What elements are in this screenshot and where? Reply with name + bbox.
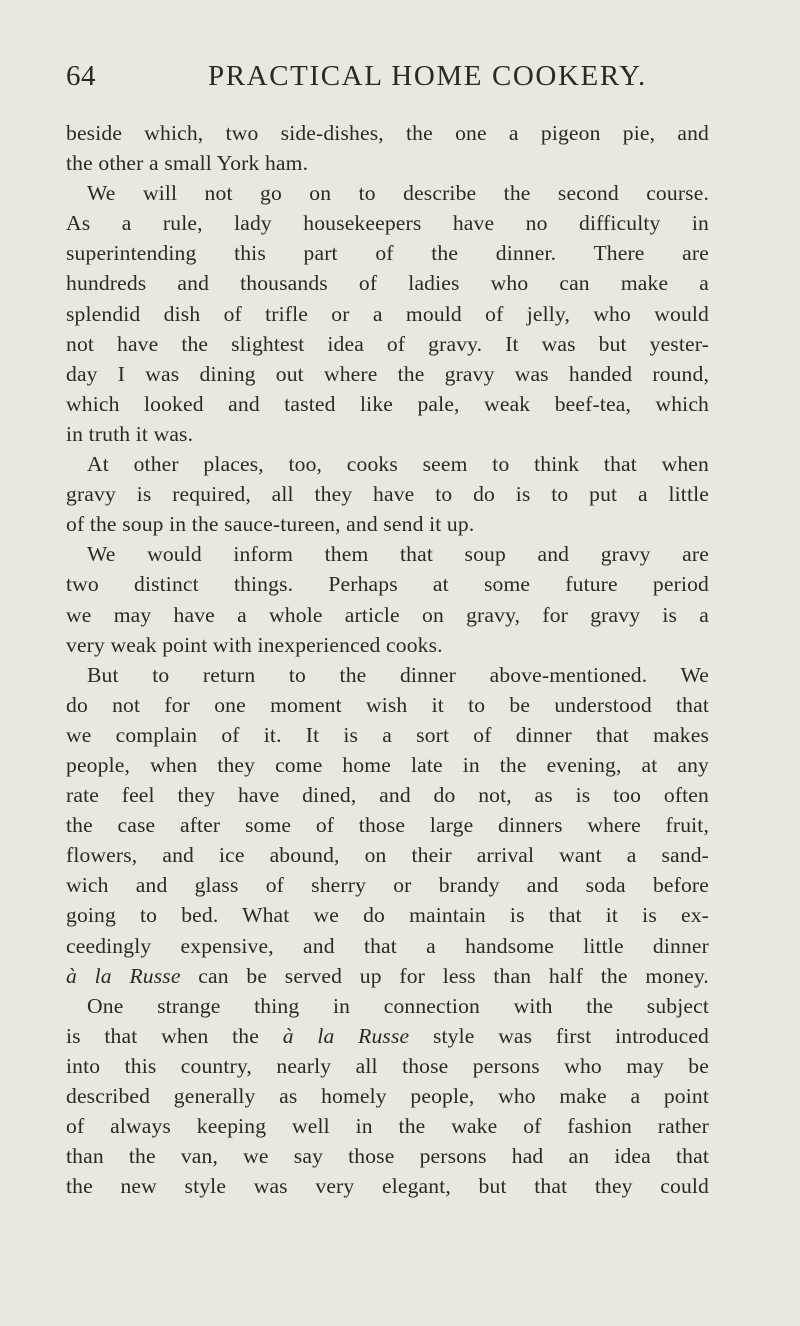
text-line: described generally as homely people, who make a point (66, 1084, 709, 1108)
page-number: 64 (66, 60, 96, 92)
italic-phrase: à la Russe (282, 1023, 410, 1048)
text-line: We would inform them that soup and gravy are (87, 542, 709, 567)
text-line: in truth it was. (66, 421, 194, 446)
text-line: At other places, too, cooks seem to think that when (87, 452, 709, 477)
text-line (66, 1021, 709, 1051)
body-text (66, 118, 709, 1201)
text-line: going to bed. What we do maintain is that it is ex- (66, 903, 709, 928)
text-line: the case after some of those large dinners where fruit, (66, 813, 709, 838)
text-line: into this country, nearly all those persons who may be (66, 1053, 709, 1078)
text-line: two distinct things. Perhaps at some future period (66, 572, 709, 597)
text-line: the other a small York ham. (66, 151, 309, 176)
text-line: rate feel they have dined, and do not, as is too often (66, 783, 709, 808)
text-line: not have the slightest idea of gravy. It was but yester- (66, 331, 709, 356)
text-line: beside which, two side-dishes, the one a pigeon pie, and (66, 121, 709, 145)
text-segment: can be served up for less than half the money. (180, 963, 709, 988)
text-line: splendid dish of trifle or a mould of jelly, who would (66, 301, 709, 326)
text-line: people, when they come home late in the evening, at any (66, 752, 709, 777)
text-line: But to return to the dinner above-mentioned. We (87, 662, 709, 687)
text-line: the new style was very elegant, but that they could (66, 1174, 709, 1199)
text-line: gravy is required, all they have to do is to put a little (66, 482, 709, 507)
text-line: we complain of it. It is a sort of dinner that makes (66, 722, 709, 747)
text-line: do not for one moment wish it to be understood that (66, 692, 709, 717)
text-line: hundreds and thousands of ladies who can make a (66, 271, 709, 296)
text-line: ceedingly expensive, and that a handsome little dinner (66, 933, 709, 958)
text-line: superintending this part of the dinner. There are (66, 241, 709, 266)
text-line: of always keeping well in the wake of fashion rather (66, 1114, 709, 1139)
text-line: flowers, and ice abound, on their arrival want a sand- (66, 843, 709, 868)
text-line: wich and glass of sherry or brandy and soda before (66, 873, 709, 898)
text-line: We will not go on to describe the second course. (87, 181, 709, 206)
italic-phrase: à la Russe (66, 963, 181, 988)
text-line: day I was dining out where the gravy was handed round, (66, 361, 709, 386)
text-segment: is that when the (66, 1023, 283, 1048)
text-line (66, 961, 709, 991)
page-header (66, 60, 708, 100)
text-line: One strange thing in connection with the subject (87, 993, 709, 1018)
text-line: very weak point with inexperienced cooks. (66, 632, 443, 657)
text-line: than the van, we say those persons had an idea that (66, 1144, 709, 1169)
running-head: PRACTICAL HOME COOKERY. (208, 60, 647, 92)
text-line: As a rule, lady housekeepers have no difficulty in (66, 211, 709, 236)
text-line: of the soup in the sauce-tureen, and send it up. (66, 512, 475, 537)
text-line: we may have a whole article on gravy, for gravy is a (66, 602, 709, 627)
text-segment: style was first introduced (409, 1023, 709, 1048)
text-line: which looked and tasted like pale, weak beef-tea, which (66, 391, 709, 416)
